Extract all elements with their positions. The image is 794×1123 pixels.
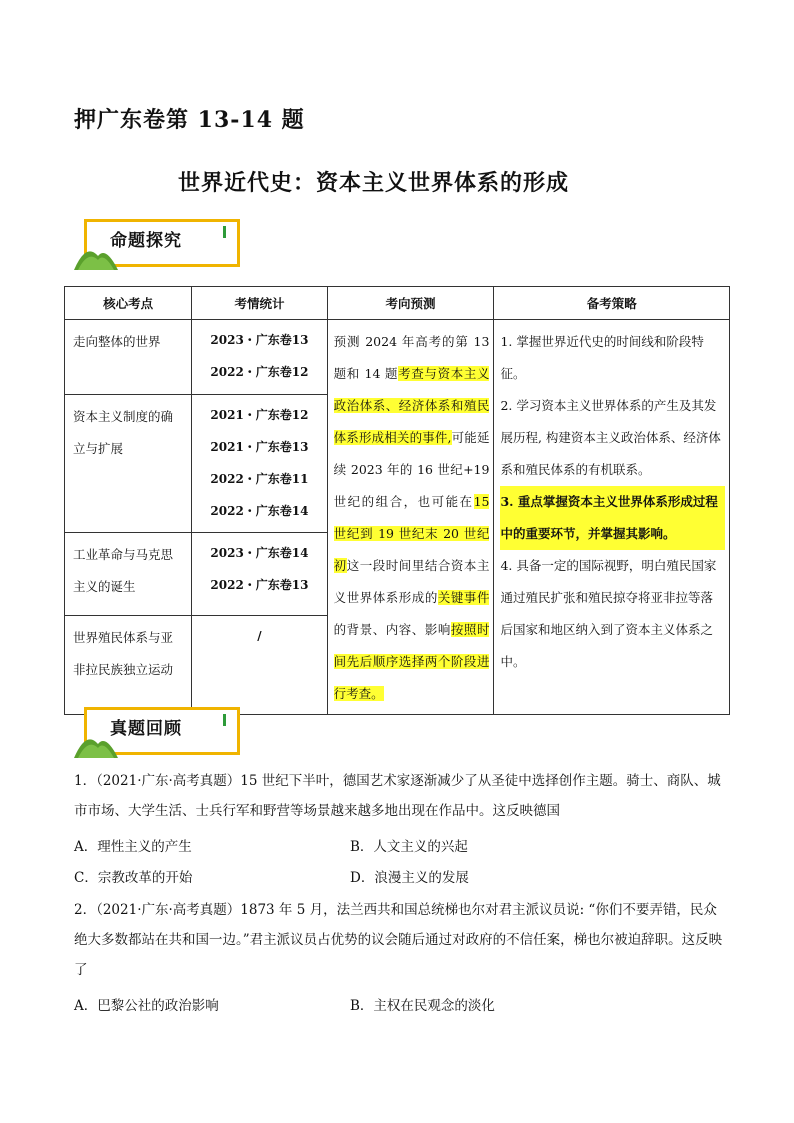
page-title: 押广东卷第 13-14 题 bbox=[74, 107, 305, 133]
strategy-item: 1. 掌握世界近代史的时间线和阶段特征。 bbox=[500, 334, 704, 381]
strategy-item: 2. 学习资本主义世界体系的产生及其发展历程, 构建资本主义政治体系、经济体系和殖民体系的有机联系。 bbox=[500, 398, 721, 477]
stats-cell bbox=[192, 394, 327, 532]
question-2-option-a: A．巴黎公社的政治影响 bbox=[74, 998, 219, 1014]
question-2-stem: 2．（2021·广东·高考真题）1873 年 5 月，法兰西共和国总统梯也尔对君主派议员说: “你们不要弄错，民众绝大多数都站在共和国一边。”君主派议员占优势的议会随后通过对政府的不信任案，梯也尔被迫辞职。这反映了 bbox=[74, 902, 723, 978]
header-prediction: 考向预测 bbox=[327, 287, 494, 320]
stat-item: 2022・广东卷13 bbox=[210, 578, 309, 593]
strategy-item-highlight: 3. 重点掌握资本主义世界体系形成过程中的重要环节，并掌握其影响。 bbox=[500, 486, 725, 550]
header-strategy: 备考策略 bbox=[494, 287, 730, 320]
question-2-option-b: B．主权在民观念的淡化 bbox=[350, 998, 495, 1014]
stat-item: / bbox=[257, 628, 262, 643]
prediction-highlight: 按照时间先后顺序选择两个阶段进行考查。 bbox=[333, 622, 490, 701]
question-1-option-c: C．宗教改革的开始 bbox=[74, 870, 193, 886]
stats-cell bbox=[192, 615, 327, 714]
stats-cell bbox=[192, 533, 327, 616]
topic-cell: 走向整体的世界 bbox=[65, 320, 192, 395]
question-1-option-d: D．浪漫主义的发展 bbox=[350, 870, 469, 886]
badge-label: 真题回顾 bbox=[110, 719, 182, 739]
prediction-highlight: 关键事件 bbox=[437, 590, 490, 605]
badge-tick-mark bbox=[223, 714, 226, 726]
stat-item: 2022・广东卷14 bbox=[210, 503, 309, 518]
topic-cell: 资本主义制度的确立与扩展 bbox=[65, 394, 192, 532]
prediction-text: 可能延续 2023 年的 16 世纪+19 世纪的组合，也可能在 bbox=[333, 430, 490, 509]
question-1-stem: 1．（2021·广东·高考真题）15 世纪下半叶，德国艺术家逐渐减少了从圣徒中选择创作主题。骑士、商队、城市市场、大学生活、士兵行军和野营等场景越来越多地出现在作品中。这反映德国 bbox=[74, 773, 721, 819]
section-badge-explore bbox=[74, 216, 244, 268]
prediction-cell bbox=[327, 320, 494, 715]
prediction-highlight: 15 世纪到 19 世纪末 20 世纪初 bbox=[333, 494, 490, 573]
stat-item: 2023・广东卷14 bbox=[210, 546, 309, 561]
stat-item: 2023・广东卷13 bbox=[210, 333, 309, 347]
header-core-topic: 核心考点 bbox=[65, 287, 192, 320]
stat-item: 2021・广东卷12 bbox=[210, 407, 309, 422]
exam-analysis-table bbox=[64, 286, 730, 715]
question-1-option-a: A．理性主义的产生 bbox=[74, 839, 192, 855]
stat-item: 2021・广东卷13 bbox=[210, 439, 309, 454]
badge-tick-mark bbox=[223, 226, 226, 238]
table-row bbox=[65, 320, 730, 395]
topic-cell: 世界殖民体系与亚非拉民族独立运动 bbox=[65, 615, 192, 714]
prediction-text: 这一段时间里结合资本主义世界体系形成的 bbox=[333, 558, 490, 605]
prediction-highlight: 考查与资本主义政治体系、经济体系和殖民体系形成相关的事件, bbox=[333, 366, 490, 445]
topic-cell: 工业革命与马克思主义的诞生 bbox=[65, 533, 192, 616]
badge-label: 命题探究 bbox=[110, 231, 182, 251]
question-1-option-b: B．人文主义的兴起 bbox=[350, 839, 468, 855]
prediction-text: 的背景、内容、影响 bbox=[333, 622, 451, 637]
page-subtitle: 世界近代史：资本主义世界体系的形成 bbox=[178, 170, 570, 196]
table-header-row bbox=[65, 287, 730, 320]
prediction-text: 预测 2024 年高考的第 13 题和 14 题 bbox=[333, 334, 490, 381]
stat-item: 2022・广东卷11 bbox=[210, 471, 309, 486]
section-badge-review bbox=[74, 704, 244, 756]
strategy-cell bbox=[494, 320, 730, 715]
header-stats: 考情统计 bbox=[192, 287, 327, 320]
stats-cell bbox=[192, 320, 327, 395]
stat-item: 2022・广东卷12 bbox=[210, 365, 309, 379]
strategy-item: 4. 具备一定的国际视野，明白殖民国家通过殖民扩张和殖民掠夺将亚非拉等落后国家和地区纳入到了资本主义体系之中。 bbox=[500, 558, 717, 669]
